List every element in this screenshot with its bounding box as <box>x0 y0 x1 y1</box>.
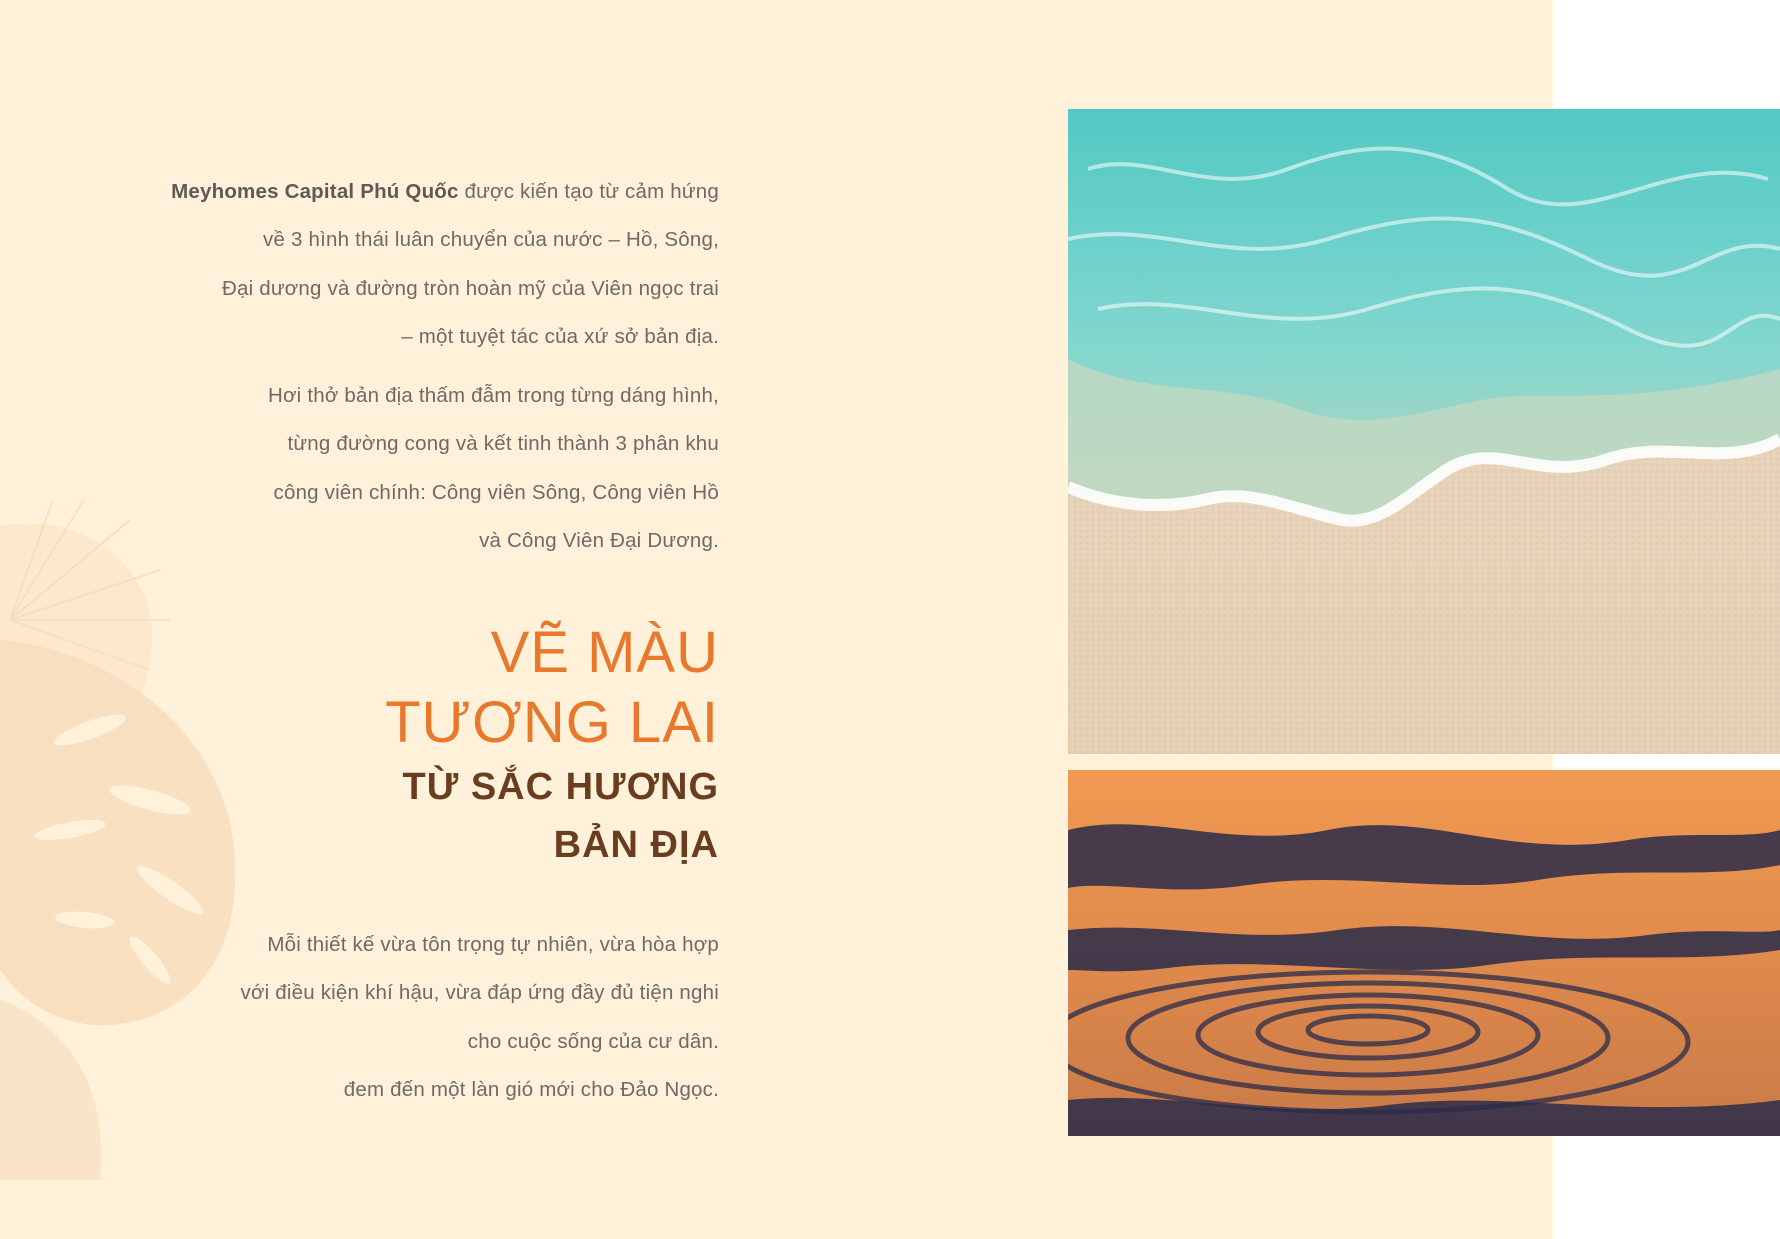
intro-line-2: về 3 hình thái luân chuyển của nước – Hồ, Sông, <box>263 228 719 252</box>
design-line-4: đem đến một làn gió mới cho Đảo Ngọc. <box>343 1077 719 1101</box>
heading-line-4: BẢN ĐỊA <box>553 824 719 866</box>
heading-line-1: VẼ MÀU <box>490 620 719 685</box>
sunset-water-photo <box>1068 770 1780 1136</box>
design-line-3: cho cuộc sống của cư dân. <box>467 1029 719 1053</box>
heading-line-2: TƯƠNG LAI <box>385 690 719 755</box>
intro-line-1 <box>79 168 719 216</box>
beach-wave-photo <box>1068 109 1780 754</box>
parks-paragraph <box>79 372 719 565</box>
section-heading <box>79 618 719 874</box>
design-line-1: Mỗi thiết kế vừa tôn trọng tự nhiên, vừa hòa hợp <box>267 933 719 956</box>
brand-name: Meyhomes Capital Phú Quốc <box>171 180 459 203</box>
intro-line-4: – một tuyệt tác của xứ sở bản địa. <box>401 324 719 348</box>
parks-line-4: và Công Viên Đại Dương. <box>479 528 719 552</box>
beach-wave-image <box>1068 109 1780 754</box>
heading-line-3: TỪ SẮC HƯƠNG <box>402 766 719 808</box>
parks-line-3: công viên chính: Công viên Sông, Công viên Hồ <box>273 480 719 504</box>
design-paragraph <box>79 921 719 1114</box>
parks-line-2: từng đường cong và kết tinh thành 3 phân khu <box>287 432 719 456</box>
intro-line-1-text: được kiến tạo từ cảm hứng <box>458 180 719 203</box>
parks-line-1: Hơi thở bản địa thấm đẫm trong từng dáng hình, <box>268 384 719 407</box>
design-line-2: với điều kiện khí hậu, vừa đáp ứng đầy đủ tiện nghi <box>240 981 719 1005</box>
intro-line-3: Đại dương và đường tròn hoàn mỹ của Viên ngọc trai <box>221 276 719 300</box>
intro-paragraph <box>79 168 719 361</box>
sunset-ripple-image <box>1068 770 1780 1136</box>
